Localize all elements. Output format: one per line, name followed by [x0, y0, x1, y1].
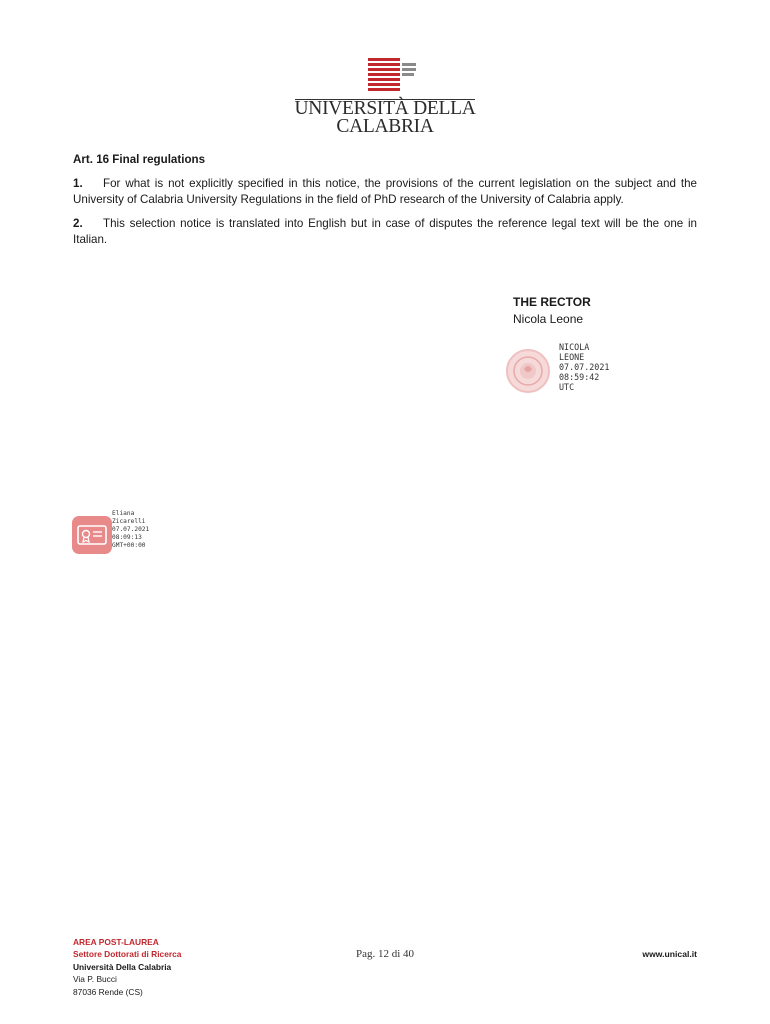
logo-wordmark — [292, 100, 478, 136]
footer-website-link[interactable]: www.unical.it — [642, 949, 697, 959]
paragraph-2-text: This selection notice is translated into English but in case of disputes the reference legal text will be the one in Italian. — [73, 217, 697, 246]
footer-area: AREA POST-LAUREA — [73, 937, 159, 947]
logo-text-line2: CALABRIA — [336, 116, 434, 137]
signature-line: UTC — [559, 382, 575, 392]
digital-signature-rector — [505, 340, 635, 400]
article-body — [73, 152, 697, 256]
footer-city: 87036 Rende (CS) — [73, 986, 143, 997]
signatory-name: Nicola Leone — [513, 312, 584, 326]
footer-sector: Settore Dottorati di Ricerca — [73, 949, 182, 960]
signature-line: 08:09:13 — [112, 534, 142, 541]
signature-line: 07.07.2021 — [559, 362, 610, 372]
article-heading: Art. 16 Final regulations — [73, 153, 206, 166]
paragraph-2-number: 2. — [73, 217, 83, 230]
signatory-block — [513, 294, 591, 328]
footer-street: Via P. Bucci — [73, 974, 117, 985]
signature-line: NICOLA — [559, 342, 590, 352]
footer-address — [73, 936, 181, 998]
signature-line: GMT+00:00 — [112, 542, 146, 549]
signature-line: Eliana — [112, 510, 135, 517]
signature-line: Zicarelli — [112, 518, 146, 525]
paragraph-1-number: 1. — [73, 177, 83, 190]
wax-seal-icon — [505, 348, 551, 394]
logo-text-line1: UNIVERSITÀ DELLA — [294, 98, 476, 119]
signature-line: LEONE — [559, 352, 585, 362]
paragraph-1-text: For what is not explicitly specified in this notice, the provisions of the current legislation on the subject and the University of Calabria University Regulations in the field of PhD research of the University of Calabria apply. — [73, 177, 697, 206]
paragraph-2 — [73, 216, 697, 248]
university-logo — [292, 58, 478, 142]
university-logo-mark — [368, 58, 418, 92]
digital-signature-details — [559, 342, 609, 392]
signatory-title: THE RECTOR — [513, 295, 591, 309]
paragraph-1 — [73, 176, 697, 208]
certificate-icon — [72, 516, 112, 554]
digital-signature-secondary-details — [112, 510, 149, 550]
digital-signature-secondary — [72, 510, 172, 558]
footer-university: Università Della Calabria — [73, 961, 172, 972]
signature-line: 07.07.2021 — [112, 526, 150, 533]
page-number: Pag. 12 di 40 — [355, 948, 415, 960]
signature-line: 08:59:42 — [559, 372, 600, 382]
